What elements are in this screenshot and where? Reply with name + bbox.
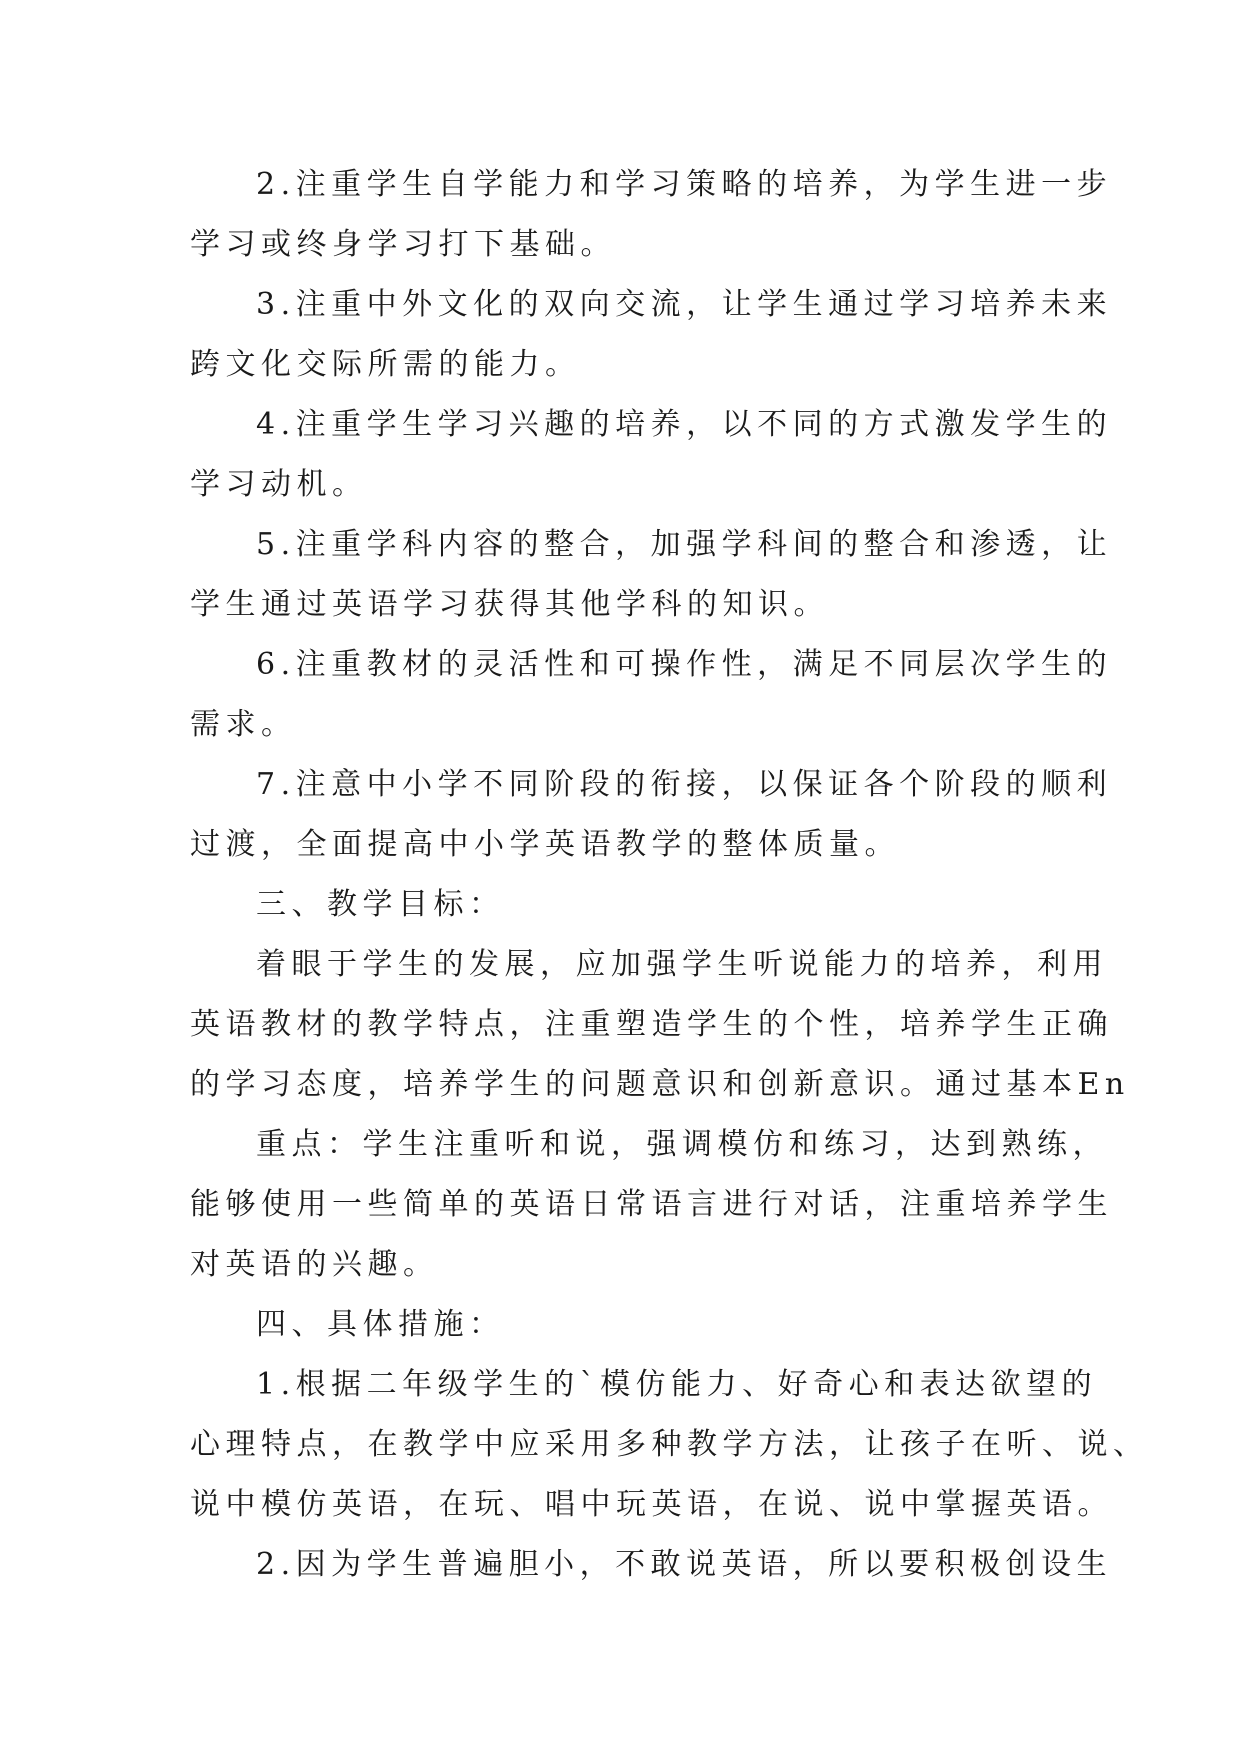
text-line: 说中模仿英语，在玩、唱中玩英语，在说、说中掌握英语。 [190, 1487, 1113, 1522]
text-line: 需求。 [190, 707, 297, 742]
text-line: 学生通过英语学习获得其他学科的知识。 [190, 587, 829, 622]
text-line: 对英语的兴趣。 [190, 1247, 439, 1282]
text-line: 学习或终身学习打下基础。 [190, 227, 616, 262]
text-line: 过渡，全面提高中小学英语教学的整体质量。 [190, 827, 900, 862]
text-line: 1.根据二年级学生的`模仿能力、好奇心和表达欲望的 [256, 1367, 1098, 1402]
text-line: 的学习态度，培养学生的问题意识和创新意识。通过基本En [190, 1067, 1130, 1102]
text-line: 3.注重中外文化的双向交流，让学生通过学习培养未来 [256, 287, 1113, 322]
text-line: 着眼于学生的发展，应加强学生听说能力的培养，利用 [256, 947, 1108, 982]
text-line: 学习动机。 [190, 467, 368, 502]
text-line: 跨文化交际所需的能力。 [190, 347, 581, 382]
text-line: 心理特点，在教学中应采用多种教学方法，让孩子在听、说、 [190, 1427, 1149, 1462]
text-line: 5.注重学科内容的整合，加强学科间的整合和渗透，让 [256, 527, 1113, 562]
text-line: 2.注重学生自学能力和学习策略的培养，为学生进一步 [256, 167, 1113, 202]
text-line: 英语教材的教学特点，注重塑造学生的个性，培养学生正确 [190, 1007, 1113, 1042]
text-line: 能够使用一些简单的英语日常语言进行对话，注重培养学生 [190, 1187, 1113, 1222]
text-line: 4.注重学生学习兴趣的培养，以不同的方式激发学生的 [256, 407, 1113, 442]
document-body [190, 155, 1149, 1595]
text-line: 7.注意中小学不同阶段的衔接，以保证各个阶段的顺利 [256, 767, 1113, 802]
text-line: 四、具体措施： [256, 1307, 505, 1342]
text-line: 重点：学生注重听和说，强调模仿和练习，达到熟练， [256, 1127, 1108, 1162]
text-line: 2.因为学生普遍胆小，不敢说英语，所以要积极创设生 [256, 1547, 1113, 1582]
text-line: 6.注重教材的灵活性和可操作性，满足不同层次学生的 [256, 647, 1113, 682]
text-line: 三、教学目标： [256, 887, 505, 922]
